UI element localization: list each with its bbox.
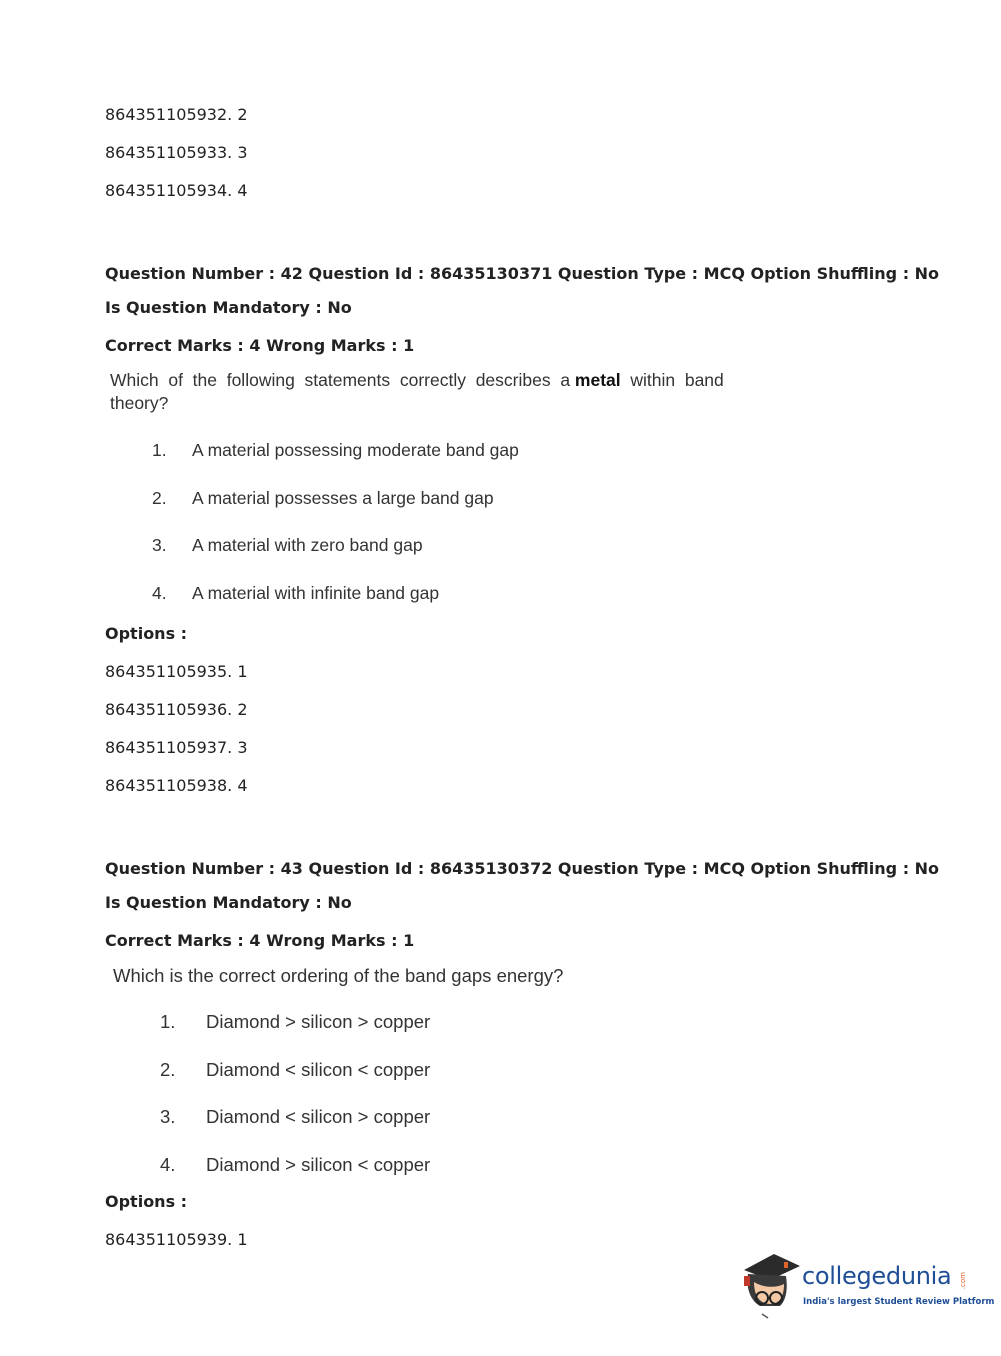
options-label: Options : — [105, 624, 188, 643]
question-marks: Correct Marks : 4 Wrong Marks : 1 — [105, 931, 415, 950]
option-line: 864351105932. 2 — [105, 105, 248, 124]
choice-item — [152, 535, 423, 556]
option-line: 864351105935. 1 — [105, 662, 248, 681]
choice-number: 2. — [160, 1059, 176, 1080]
option-line: 864351105933. 3 — [105, 143, 248, 162]
choice-item — [160, 1154, 430, 1176]
question-header: Question Number : 42 Question Id : 86435130371 Question Type : MCQ Option Shuffling : No — [105, 264, 940, 283]
stem-text: within band — [620, 370, 724, 390]
question-mandatory: Is Question Mandatory : No — [105, 893, 352, 912]
choice-text: Diamond < silicon > copper — [206, 1106, 431, 1127]
graduate-mascot-icon — [740, 1248, 802, 1320]
logo-wordmark: collegedunia — [802, 1262, 952, 1290]
choice-number: 3. — [152, 535, 167, 555]
choice-text: A material possesses a large band gap — [192, 488, 494, 508]
choice-text: A material possessing moderate band gap — [192, 440, 519, 460]
choice-item — [152, 583, 439, 604]
choice-text: A material with infinite band gap — [192, 583, 440, 603]
option-line: 864351105939. 1 — [105, 1230, 248, 1249]
logo-com: .com — [959, 1272, 967, 1290]
option-line: 864351105938. 4 — [105, 776, 248, 795]
logo-tagline: India's largest Student Review Platform — [803, 1297, 995, 1307]
collegedunia-logo — [740, 1248, 995, 1320]
choice-text: Diamond < silicon < copper — [206, 1059, 431, 1080]
choice-item — [160, 1059, 430, 1081]
choice-number: 3. — [160, 1106, 176, 1127]
question-mandatory: Is Question Mandatory : No — [105, 298, 352, 317]
question-stem: Which is the correct ordering of the band gaps energy? — [113, 965, 564, 986]
option-line: 864351105937. 3 — [105, 738, 248, 757]
choice-text: Diamond > silicon < copper — [206, 1154, 431, 1175]
question-stem — [110, 369, 750, 415]
choice-text: A material with zero band gap — [192, 535, 423, 555]
option-line: 864351105936. 2 — [105, 700, 248, 719]
choice-text: Diamond > silicon > copper — [206, 1011, 431, 1032]
choice-item — [160, 1011, 430, 1033]
question-header: Question Number : 43 Question Id : 86435130372 Question Type : MCQ Option Shuffling : No — [105, 859, 940, 878]
choice-number: 4. — [152, 583, 167, 603]
choice-number: 4. — [160, 1154, 176, 1175]
choice-number: 2. — [152, 488, 167, 508]
question-marks: Correct Marks : 4 Wrong Marks : 1 — [105, 336, 415, 355]
choice-item — [160, 1106, 430, 1128]
choice-item — [152, 440, 519, 461]
choice-item — [152, 488, 494, 509]
choice-number: 1. — [152, 440, 167, 460]
stem-bold-term: metal — [574, 370, 621, 390]
choice-number: 1. — [160, 1011, 176, 1032]
option-line: 864351105934. 4 — [105, 181, 248, 200]
stem-text: Which of the following statements correctly describes a — [110, 370, 575, 390]
options-label: Options : — [105, 1192, 188, 1211]
stem-text: theory? — [110, 393, 169, 413]
